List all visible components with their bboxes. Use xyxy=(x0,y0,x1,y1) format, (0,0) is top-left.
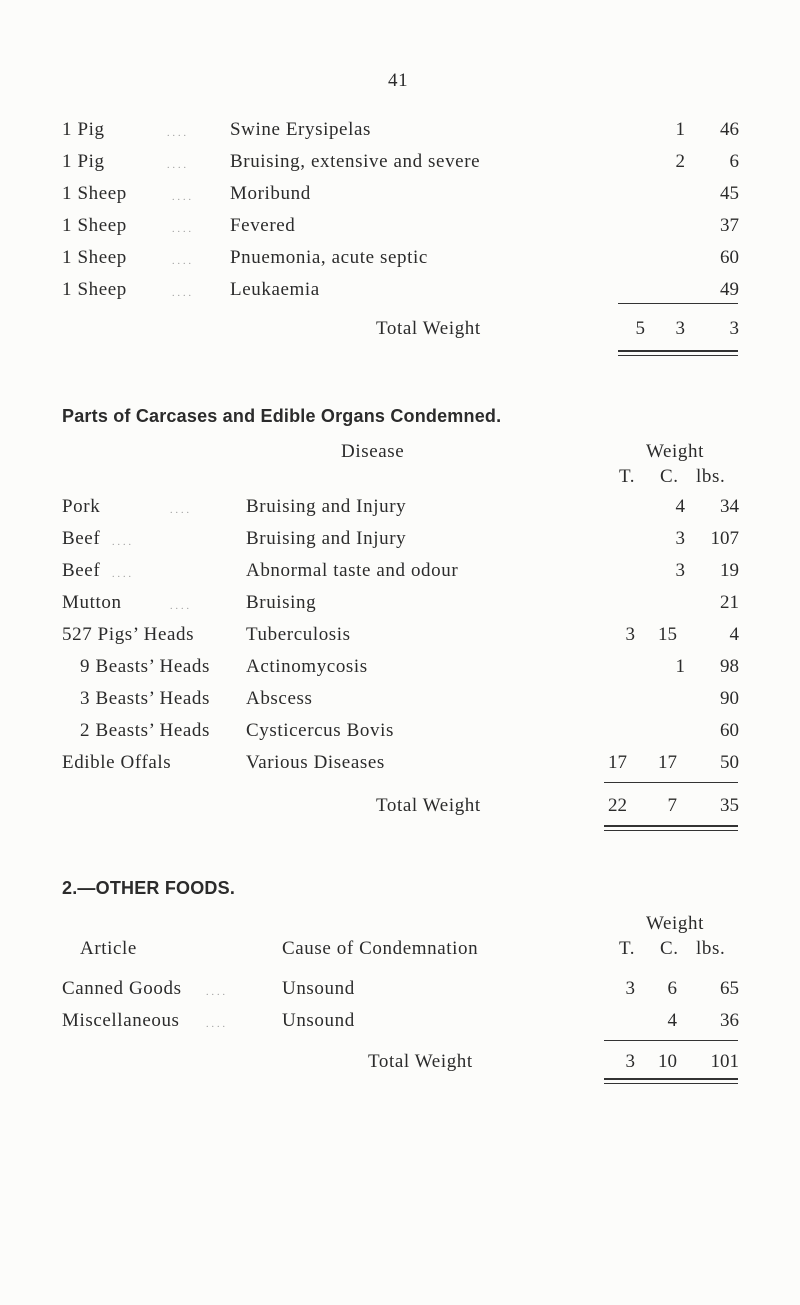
leader-dots: .... xyxy=(172,256,194,267)
double-rule xyxy=(604,825,738,827)
weight-cwt-cell: 1 xyxy=(675,656,685,677)
total-cwt: 10 xyxy=(658,1051,677,1072)
part-cell: Edible Offals xyxy=(62,752,172,773)
disease-cell: Abscess xyxy=(246,688,313,709)
unit-cwt: C. xyxy=(660,938,679,959)
column-header-disease: Disease xyxy=(341,441,405,462)
animal-cell: 1 Sheep xyxy=(62,247,127,268)
cause-cell: Unsound xyxy=(282,978,355,999)
unit-lbs: lbs. xyxy=(696,938,726,959)
weight-cwt-cell: 2 xyxy=(675,151,685,172)
weight-cwt-cell: 15 xyxy=(658,624,677,645)
part-cell: Pork xyxy=(62,496,101,517)
weight-lbs-cell: 60 xyxy=(720,720,739,741)
disease-cell: Actinomycosis xyxy=(246,656,368,677)
leader-dots: .... xyxy=(172,288,194,299)
weight-cwt-cell: 4 xyxy=(667,1010,677,1031)
animal-cell: 1 Sheep xyxy=(62,279,127,300)
disease-cell: Tuberculosis xyxy=(246,624,351,645)
animal-cell: 1 Sheep xyxy=(62,215,127,236)
weight-lbs-cell: 37 xyxy=(720,215,739,236)
weight-lbs-cell: 50 xyxy=(720,752,739,773)
disease-cell: Bruising xyxy=(246,592,317,613)
weight-tons-cell: 3 xyxy=(625,978,635,999)
leader-dots: .... xyxy=(112,537,134,548)
total-lbs: 3 xyxy=(729,318,739,339)
weight-cwt-cell: 1 xyxy=(675,119,685,140)
column-header-weight: Weight xyxy=(646,441,705,462)
weight-cwt-cell: 4 xyxy=(675,496,685,517)
weight-lbs-cell: 60 xyxy=(720,247,739,268)
total-lbs: 101 xyxy=(710,1051,739,1072)
total-cwt: 3 xyxy=(675,318,685,339)
total-cwt: 7 xyxy=(667,795,677,816)
weight-cwt-cell: 3 xyxy=(675,528,685,549)
page-number: 41 xyxy=(388,70,409,91)
leader-dots: .... xyxy=(167,160,189,171)
total-label: Total Weight xyxy=(376,795,481,816)
divider-rule xyxy=(604,1040,738,1041)
cause-cell: Unsound xyxy=(282,1010,355,1031)
section-heading: 2.—OTHER FOODS. xyxy=(62,878,236,898)
weight-cwt-cell: 6 xyxy=(667,978,677,999)
total-lbs: 35 xyxy=(720,795,739,816)
part-cell: 9 Beasts’ Heads xyxy=(80,656,211,677)
part-cell: 527 Pigs’ Heads xyxy=(62,624,195,645)
animal-cell: 1 Pig xyxy=(62,151,105,172)
weight-lbs-cell: 19 xyxy=(720,560,739,581)
leader-dots: .... xyxy=(172,192,194,203)
weight-cwt-cell: 3 xyxy=(675,560,685,581)
leader-dots: .... xyxy=(206,987,228,998)
weight-lbs-cell: 34 xyxy=(720,496,739,517)
column-header-weight: Weight xyxy=(646,913,705,934)
weight-cwt-cell: 17 xyxy=(658,752,677,773)
weight-tons-cell: 17 xyxy=(608,752,627,773)
double-rule xyxy=(604,1083,738,1084)
total-label: Total Weight xyxy=(376,318,481,339)
unit-tons: T. xyxy=(619,466,636,487)
disease-cell: Bruising, extensive and severe xyxy=(230,151,481,172)
animal-cell: 1 Sheep xyxy=(62,183,127,204)
weight-lbs-cell: 36 xyxy=(720,1010,739,1031)
leader-dots: .... xyxy=(170,601,192,612)
disease-cell: Swine Erysipelas xyxy=(230,119,371,140)
leader-dots: .... xyxy=(170,505,192,516)
disease-cell: Bruising and Injury xyxy=(246,528,407,549)
column-header-cause: Cause of Condemnation xyxy=(282,938,479,959)
part-cell: 3 Beasts’ Heads xyxy=(80,688,211,709)
total-tons: 22 xyxy=(608,795,627,816)
disease-cell: Moribund xyxy=(230,183,311,204)
weight-lbs-cell: 107 xyxy=(710,528,739,549)
article-cell: Miscellaneous xyxy=(62,1010,180,1031)
unit-lbs: lbs. xyxy=(696,466,726,487)
leader-dots: .... xyxy=(112,569,134,580)
divider-rule xyxy=(618,303,738,304)
disease-cell: Various Diseases xyxy=(246,752,385,773)
column-header-article: Article xyxy=(80,938,137,959)
divider-rule xyxy=(604,782,738,783)
animal-cell: 1 Pig xyxy=(62,119,105,140)
total-tons: 5 xyxy=(635,318,645,339)
total-tons: 3 xyxy=(625,1051,635,1072)
total-label: Total Weight xyxy=(368,1051,473,1072)
double-rule xyxy=(604,1078,738,1080)
disease-cell: Fevered xyxy=(230,215,296,236)
part-cell: Beef xyxy=(62,560,101,581)
weight-tons-cell: 3 xyxy=(625,624,635,645)
leader-dots: .... xyxy=(167,128,189,139)
weight-lbs-cell: 21 xyxy=(720,592,739,613)
weight-lbs-cell: 4 xyxy=(729,624,739,645)
part-cell: Beef xyxy=(62,528,101,549)
unit-cwt: C. xyxy=(660,466,679,487)
weight-lbs-cell: 90 xyxy=(720,688,739,709)
article-cell: Canned Goods xyxy=(62,978,182,999)
disease-cell: Abnormal taste and odour xyxy=(246,560,459,581)
disease-cell: Pnuemonia, acute septic xyxy=(230,247,428,268)
weight-lbs-cell: 6 xyxy=(729,151,739,172)
part-cell: 2 Beasts’ Heads xyxy=(80,720,211,741)
weight-lbs-cell: 65 xyxy=(720,978,739,999)
weight-lbs-cell: 45 xyxy=(720,183,739,204)
leader-dots: .... xyxy=(206,1019,228,1030)
weight-lbs-cell: 49 xyxy=(720,279,739,300)
disease-cell: Leukaemia xyxy=(230,279,320,300)
disease-cell: Cysticercus Bovis xyxy=(246,720,394,741)
weight-lbs-cell: 46 xyxy=(720,119,739,140)
weight-lbs-cell: 98 xyxy=(720,656,739,677)
leader-dots: .... xyxy=(172,224,194,235)
double-rule xyxy=(604,830,738,831)
unit-tons: T. xyxy=(619,938,636,959)
disease-cell: Bruising and Injury xyxy=(246,496,407,517)
double-rule xyxy=(618,355,738,356)
double-rule xyxy=(618,350,738,352)
section-heading: Parts of Carcases and Edible Organs Condemned. xyxy=(62,406,502,426)
part-cell: Mutton xyxy=(62,592,122,613)
